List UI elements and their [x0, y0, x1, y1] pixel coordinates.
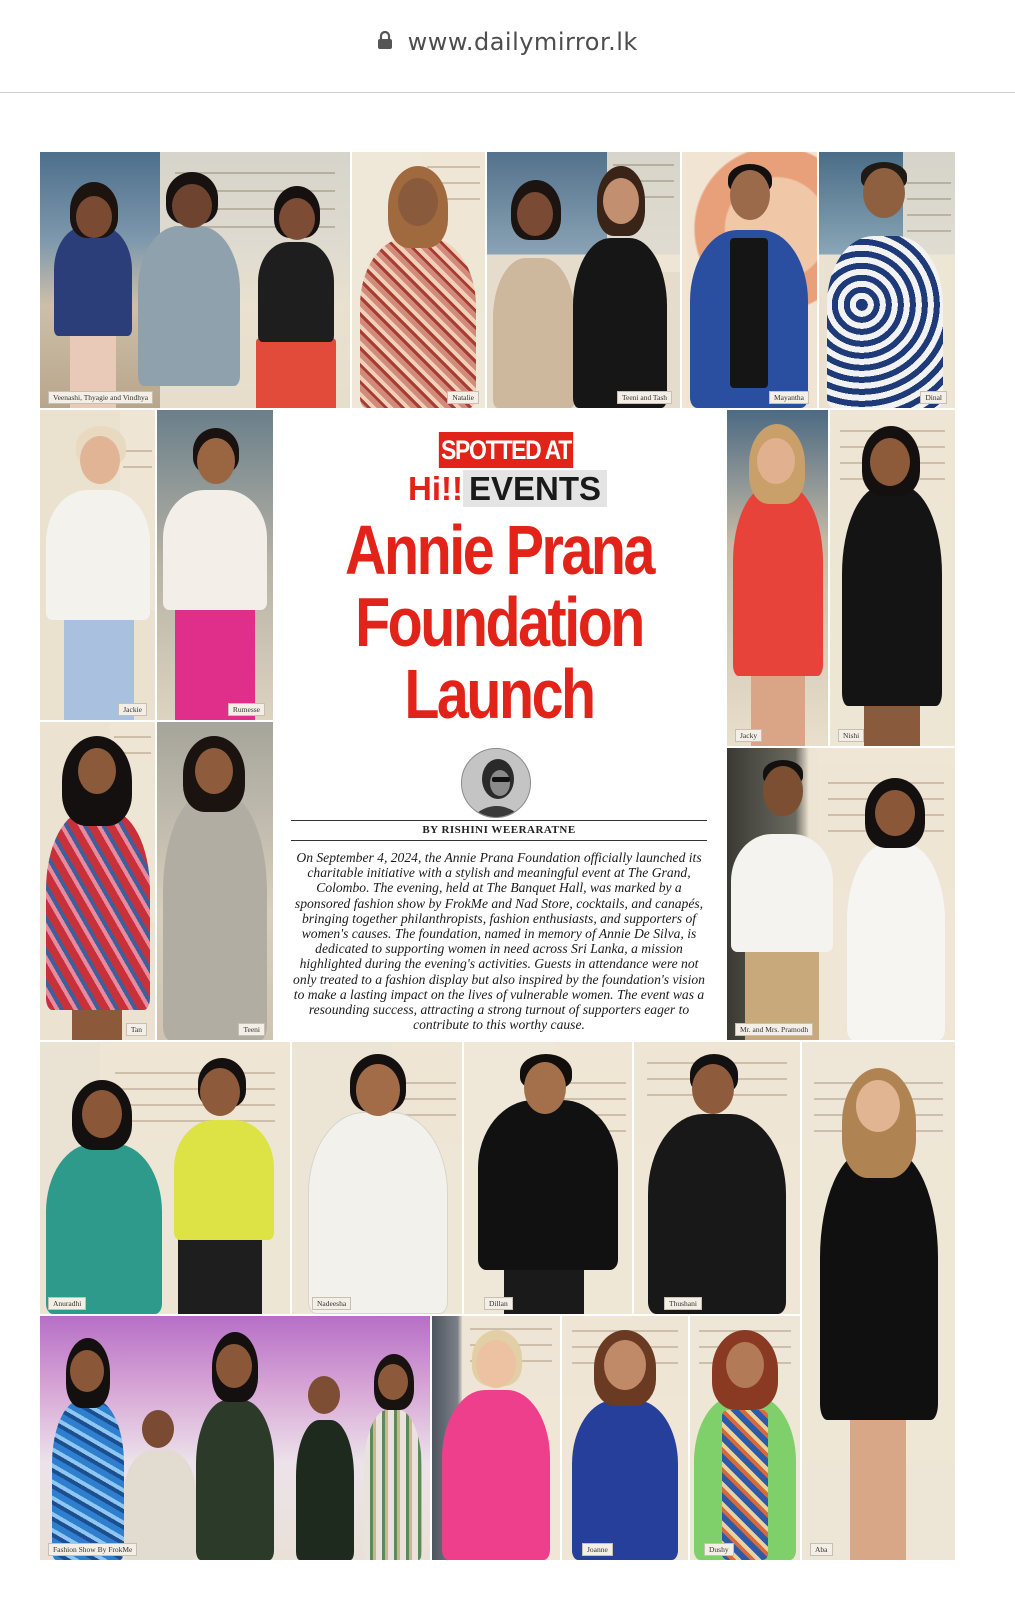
byline-rule	[291, 820, 707, 821]
photo-caption: Mr. and Mrs. Pramodh	[735, 1023, 813, 1036]
photo-caption: Joanne	[582, 1543, 613, 1556]
photo-pink-dress	[432, 1316, 560, 1560]
photo-natalie	[352, 152, 485, 408]
photo-pramodh	[727, 748, 955, 1040]
photo-caption: Fashion Show By FrokMe	[48, 1543, 137, 1556]
photo-group-trio	[40, 152, 350, 408]
headline-line-1: Annie Prana	[345, 511, 653, 589]
photo-caption: Veenashi, Thyagie and Vindhya	[48, 391, 153, 404]
photo-caption: Natalie	[447, 391, 479, 404]
photo-caption: Rumesse	[228, 703, 265, 716]
photo-caption: Jacky	[735, 729, 762, 742]
photo-teeni	[157, 722, 273, 1040]
photo-caption: Anuradhi	[48, 1297, 86, 1310]
photo-caption: Thushani	[664, 1297, 702, 1310]
photo-dinal	[819, 152, 955, 408]
photo-caption: Nishi	[838, 729, 864, 742]
photo-caption: Aba	[810, 1543, 833, 1556]
newspaper-page	[40, 152, 955, 1560]
photo-thushani	[634, 1042, 800, 1314]
photo-tan	[40, 722, 155, 1040]
photo-caption: Dillan	[484, 1297, 513, 1310]
photo-caption: Jackie	[118, 703, 147, 716]
article-panel	[275, 410, 723, 1040]
hievents-logo	[385, 470, 630, 508]
headline-line-2: Foundation	[355, 583, 643, 661]
url-text: www.dailymirror.lk	[407, 28, 638, 56]
kicker-badge: SPOTTED AT	[439, 432, 573, 468]
photo-caption: Teeni	[238, 1023, 265, 1036]
photo-mayantha	[682, 152, 817, 408]
photo-caption: Tan	[126, 1023, 147, 1036]
browser-address-bar[interactable]	[0, 0, 1015, 93]
photo-teeni-tash	[487, 152, 680, 408]
byline: BY RISHINI WEERARATNE	[422, 824, 576, 836]
byline-rule-bottom	[291, 840, 707, 841]
photo-jacky	[727, 410, 828, 746]
photo-joanne	[562, 1316, 688, 1560]
photo-nishi	[830, 410, 955, 746]
photo-anuradhi-pair	[40, 1042, 290, 1314]
photo-caption: Mayantha	[769, 391, 809, 404]
photo-caption: Teeni and Tash	[617, 391, 672, 404]
brand-hi: Hi!!	[407, 470, 463, 507]
article-body: On September 4, 2024, the Annie Prana Foundation officially launched its charitable initiative with a stylish and meaningful event at The Grand, Colombo. The evening, held at The Banquet Hall, was marked by a sponsored fashion show by FrokMe and Nad Store, cocktails, and canapés, bringing together philanthropists, fashion enthusiasts, and supporters of women's causes. The foundation, named in memory of Annie De Silva, is dedicated to supporting women in need across Sri Lanka, a mission highlighted during the evening's activities. Guests in attendance were not only treated to a fashion display but also inspired by the foundation's vision to make a lasting impact on the lives of vulnerable women. The event was a resounding success, attracting a strong turnout of supporters eager to contribute to this worthy cause.	[293, 850, 705, 1033]
headline-line-3: Launch	[404, 655, 594, 733]
brand-events: EVENTS	[463, 470, 607, 507]
photo-jackie	[40, 410, 155, 720]
url-display[interactable]	[0, 28, 1015, 62]
photo-rumesse	[157, 410, 273, 720]
photo-caption: Dinal	[920, 391, 947, 404]
photo-caption: Nadeesha	[312, 1297, 351, 1310]
photo-dushy	[690, 1316, 800, 1560]
photo-caption: Dushy	[704, 1543, 734, 1556]
photo-dillan	[464, 1042, 632, 1314]
lock-icon	[377, 30, 393, 55]
photo-aba	[802, 1042, 955, 1560]
photo-nadeesha	[292, 1042, 462, 1314]
photo-fashion-show	[40, 1316, 430, 1560]
author-avatar	[461, 748, 531, 818]
headline	[275, 511, 723, 733]
